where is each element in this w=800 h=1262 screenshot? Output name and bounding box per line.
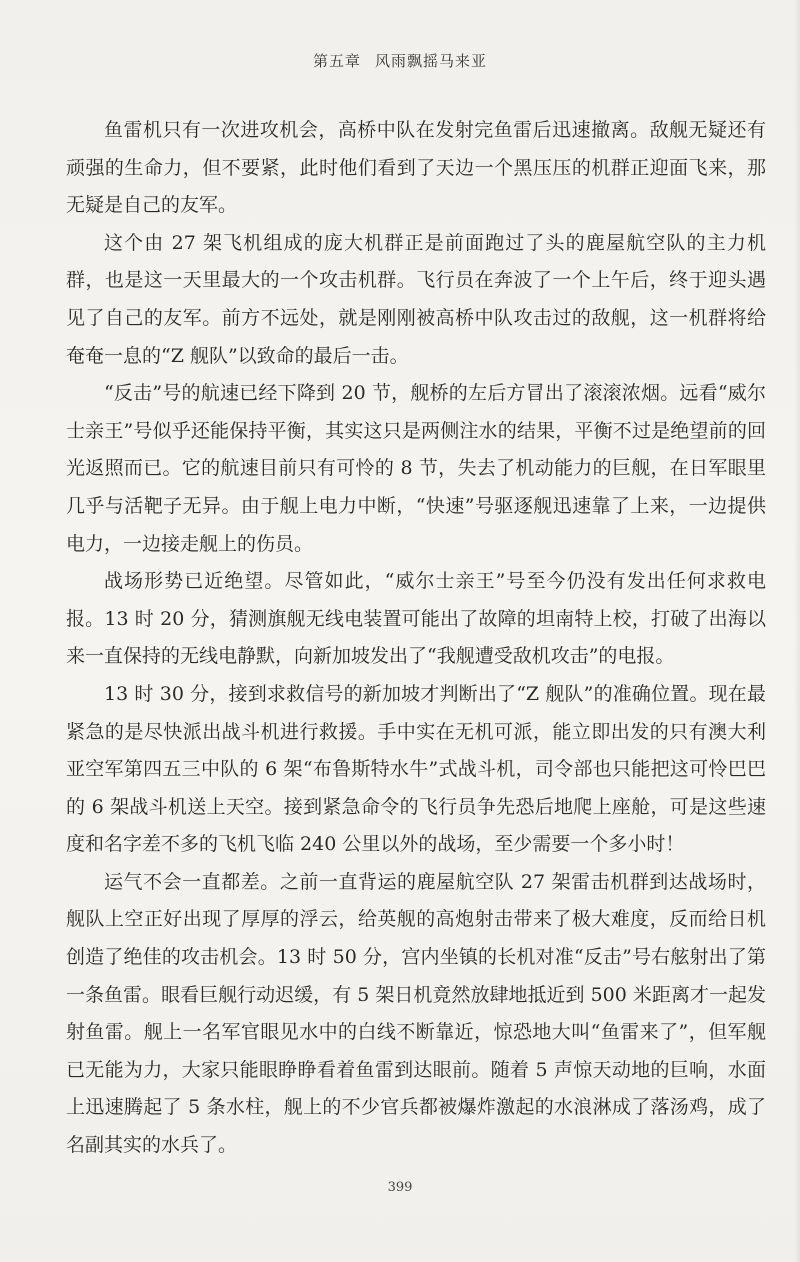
paragraph: “反击”号的航速已经下降到 20 节，舰桥的左后方冒出了滚滚浓烟。远看“威尔士亲王”号似乎还能保持平衡，其实这只是两侧注水的结果，平衡不过是绝望前的回光返照而已。它的航速目前只有可怜的 8 节，失去了机动能力的巨舰，在日军眼里几乎与活靶子无异。由于舰上电力中断，“快速”号驱逐舰迅速靠了上来，一边提供电力，一边接走舰上的伤员。 [66,382,766,555]
paragraph: 鱼雷机只有一次进攻机会，高桥中队在发射完鱼雷后迅速撤离。敌舰无疑还有顽强的生命力，但不要紧，此时他们看到了天边一个黑压压的机群正迎面飞来，那无疑是自己的友军。 [66,119,766,217]
page-edge-shadow [794,0,800,1262]
paragraph: 战场形势已近绝望。尽管如此，“威尔士亲王”号至今仍没有发出任何求救电报。13 时 20 分，猜测旗舰无线电装置可能出了故障的坦南特上校，打破了出海以来一直保持的无线电静默，向新加坡发出了“我舰遭受敌机攻击”的电报。 [66,570,766,668]
page-number: 399 [387,1180,413,1195]
paragraph: 运气不会一直都差。之前一直背运的鹿屋航空队 27 架雷击机群到达战场时，舰队上空正好出现了厚厚的浮云，给英舰的高炮射击带来了极大难度，反而给日机创造了绝佳的攻击机会。13 时 50 分，宫内坐镇的长机对准“反击”号右舷射出了第一条鱼雷。眼看巨舰行动迟缓，有 5 架日机竟然放肆地抵近到 500 米距离才一起发射鱼雷。舰上一名军官眼见水中的白线不断靠近，惊恐地大叫“鱼雷来了”，但军舰已无能为力，大家只能眼睁睁看着鱼雷到达眼前。随着 5 声惊天动地的巨响，水面上迅速腾起了 5 条水柱，舰上的不少官兵都被爆炸激起的水浪淋成了落汤鸡，成了名副其实的水兵了。 [66,870,766,1157]
paragraph: 13 时 30 分，接到求救信号的新加坡才判断出了“Z 舰队”的准确位置。现在最紧急的是尽快派出战斗机进行救援。手中实在无机可派，能立即出发的只有澳大利亚空军第四五三中队的 6 架“布鲁斯特水牛”式战斗机，司令部也只能把这可怜巴巴的 6 架战斗机送上天空。接到紧急命令的飞行员争先恐后地爬上座舱，可是这些速度和名字差不多的飞机飞临 240 公里以外的战场，至少需要一个多小时！ [66,682,766,856]
paragraph: 这个由 27 架飞机组成的庞大机群正是前面跑过了头的鹿屋航空队的主力机群，也是这一天里最大的一个攻击机群。飞行员在奔波了一个上午后，终于迎头遇见了自己的友军。前方不远处，就是刚刚被高桥中队攻击过的敌舰，这一机群将给奄奄一息的“Z 舰队”以致命的最后一击。 [66,231,766,367]
body-text [66,112,766,1165]
chapter-number: 第五章 [312,52,361,70]
chapter-title: 风雨飘摇马来亚 [375,52,488,70]
running-header [0,50,800,71]
